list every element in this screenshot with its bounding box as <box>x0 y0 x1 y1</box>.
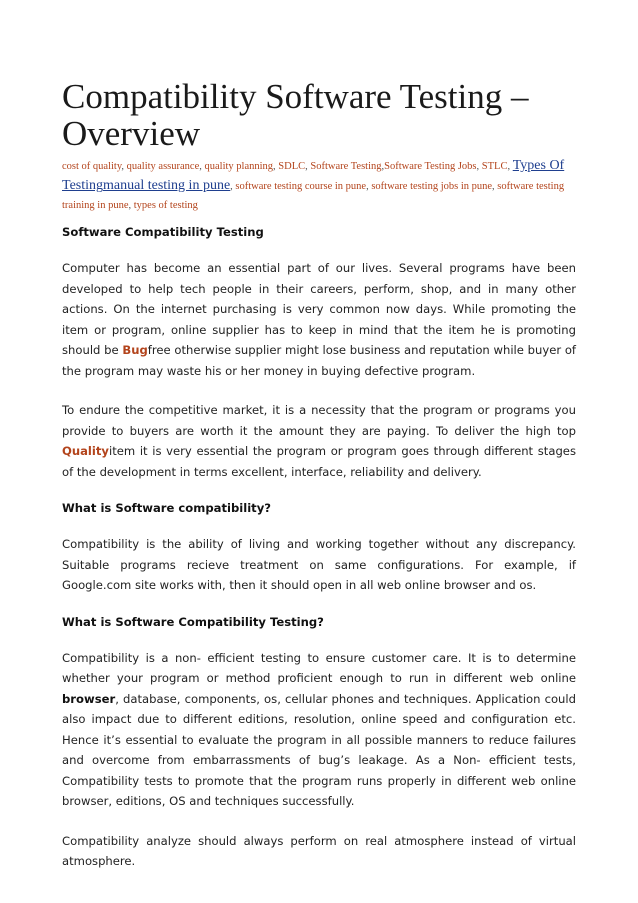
tag-link[interactable]: types of testing <box>133 200 198 211</box>
paragraph: Compatibility analyze should always perform on real atmosphere instead of virtual atmosphere. <box>62 833 576 868</box>
document-page <box>62 78 576 872</box>
tag-link[interactable]: Software Testing <box>310 161 382 172</box>
section-heading: Software Compatibility Testing <box>62 225 264 239</box>
tag-link[interactable]: Software Testing Jobs <box>384 161 477 172</box>
paragraph: Computer has become an essential part of our lives. Several programs have been developed to help tech people in their careers, perform, shop, and in many other actions. On the internet purchasing is very common now days. While promoting the item or program, online supplier has to keep in mind that the item he is promoting should be Bugfree otherwise supplier might lose business and reputation while buyer of the program may waste his or her money in buying defective program. <box>62 261 577 378</box>
tag-link[interactable]: quality planning <box>204 161 274 172</box>
tag-link[interactable]: software testing training in pune <box>62 181 565 211</box>
tag-link[interactable]: STLC <box>481 161 508 172</box>
browser-term: browser <box>62 691 116 706</box>
tag-link[interactable]: manual testing in pune <box>103 178 231 193</box>
bug-link[interactable]: Bug <box>122 343 148 357</box>
page-title: Compatibility Software Testing – Overview <box>62 77 529 153</box>
quality-link[interactable]: Quality <box>62 444 109 458</box>
paragraph: To endure the competitive market, it is a necessity that the program or programs you provide to buyers are worth it the amount they are paying. To deliver the high top Qualityitem it is very essential the program or program goes through different stages of the development in terms excellent, interface, reliability and delivery. <box>62 403 576 479</box>
section-heading: What is Software compatibility? <box>62 501 272 515</box>
section-heading: What is Software Compatibility Testing? <box>62 614 324 629</box>
tag-list: cost of quality, quality assurance, quality planning, SDLC, Software Testing,Software Testing Jobs, STLC, Types Of Testingmanual testing in pune, software testing course in pune, software testing jobs in pune, software testing training in pune, types of testing <box>62 158 565 211</box>
tag-link[interactable]: Types Of Testing <box>62 158 565 193</box>
tag-link[interactable]: software testing course in pune <box>235 181 367 192</box>
tag-link[interactable]: software testing jobs in pune <box>371 181 493 192</box>
paragraph: Compatibility is a non- efficient testing to ensure customer care. It is to determine whether your program or method proficient enough to run in different web online browser, database, components, os, cellular phones and techniques. Application could also impact due to different editions, resolution, online speed and configuration etc. Hence it’s essential to evaluate the program in all possible manners to reduce failures and overcome from embarrassments of bug’s leakage. As a Non- efficient tests, Compatibility tests to promote that the program runs properly in different web online browser, editions, OS and techniques successfully. <box>62 650 576 808</box>
tag-link[interactable]: SDLC <box>278 161 306 172</box>
paragraph: Compatibility is the ability of living and working together without any discrepancy. Suitable programs recieve treatment on same configurations. For example, if Google.com site works with, then it should open in all web online browser and os. <box>62 537 576 592</box>
tag-link[interactable]: quality assurance <box>126 161 200 172</box>
tag-link[interactable]: cost of quality <box>62 161 122 172</box>
